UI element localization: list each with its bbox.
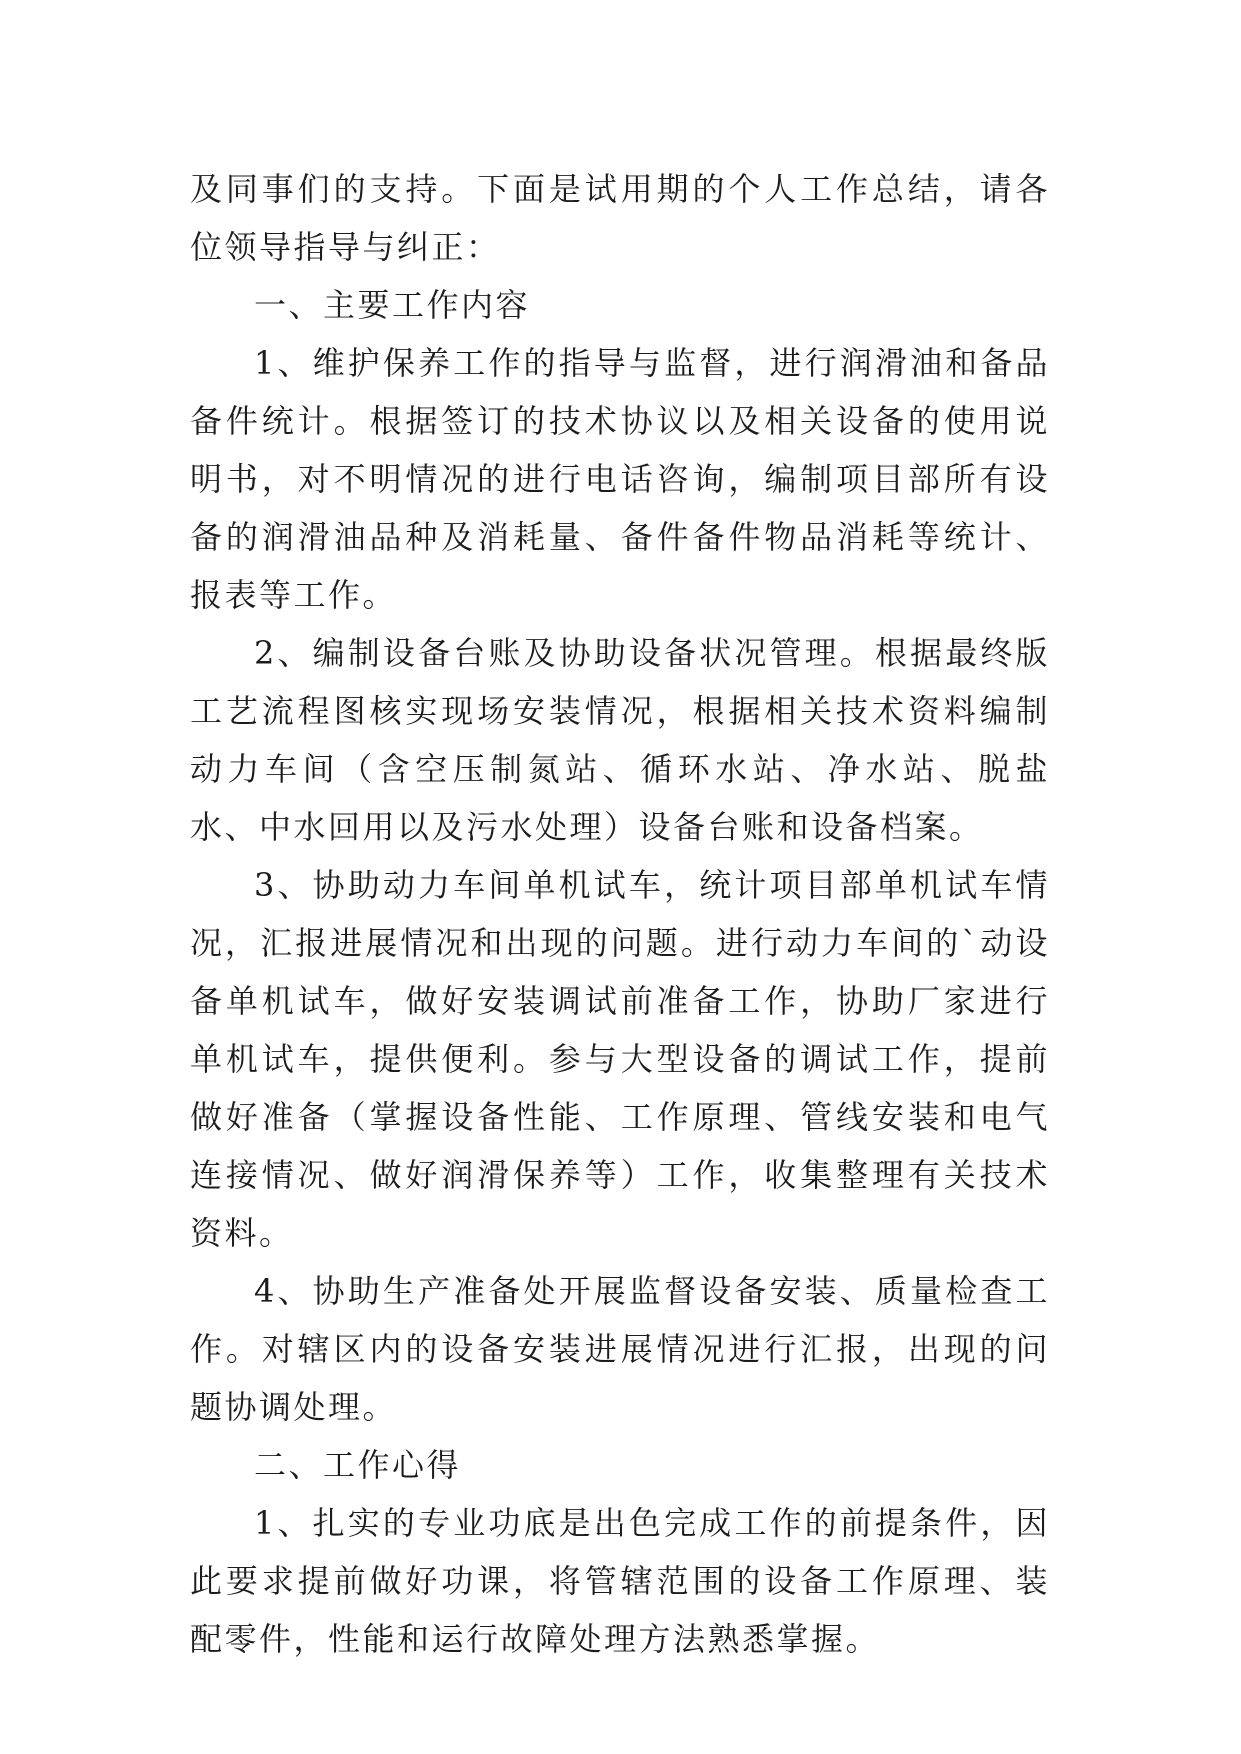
paragraph-item-4-installation-supervision: 4、协助生产准备处开展监督设备安装、质量检查工作。对辖区内的设备安装进展情况进行汇报，出现的问题协调处理。: [190, 1272, 1050, 1426]
paragraph-item-1-maintenance: 1、维护保养工作的指导与监督，进行润滑油和备品备件统计。根据签订的技术协议以及相关设备的使用说明书，对不明情况的进行电话咨询，编制项目部所有设备的润滑油品种及消耗量、备件备件物品消耗等统计、报表等工作。: [190, 344, 1050, 614]
paragraph-continuation: 及同事们的支持。下面是试用期的个人工作总结，请各位领导指导与纠正：: [190, 170, 1050, 266]
section-heading-main-work: 一、主要工作内容: [254, 286, 531, 324]
document-body: [190, 160, 1050, 1668]
paragraph-item-2-equipment-ledger: 2、编制设备台账及协助设备状况管理。根据最终版工艺流程图核实现场安装情况，根据相关技术资料编制动力车间（含空压制氮站、循环水站、净水站、脱盐水、中水回用以及污水处理）设备台账和设备档案。: [190, 634, 1050, 846]
paragraph-experience-1: 1、扎实的专业功底是出色完成工作的前提条件，因此要求提前做好功课，将管辖范围的设备工作原理、装配零件，性能和运行故障处理方法熟悉掌握。: [190, 1504, 1050, 1658]
paragraph-item-3-trial-run: 3、协助动力车间单机试车，统计项目部单机试车情况，汇报进展情况和出现的问题。进行动力车间的`动设备单机试车，做好安装调试前准备工作，协助厂家进行单机试车，提供便利。参与大型设备的调试工作，提前做好准备（掌握设备性能、工作原理、管线安装和电气连接情况、做好润滑保养等）工作，收集整理有关技术资料。: [190, 866, 1050, 1252]
section-heading-work-experience: 二、工作心得: [254, 1446, 462, 1484]
